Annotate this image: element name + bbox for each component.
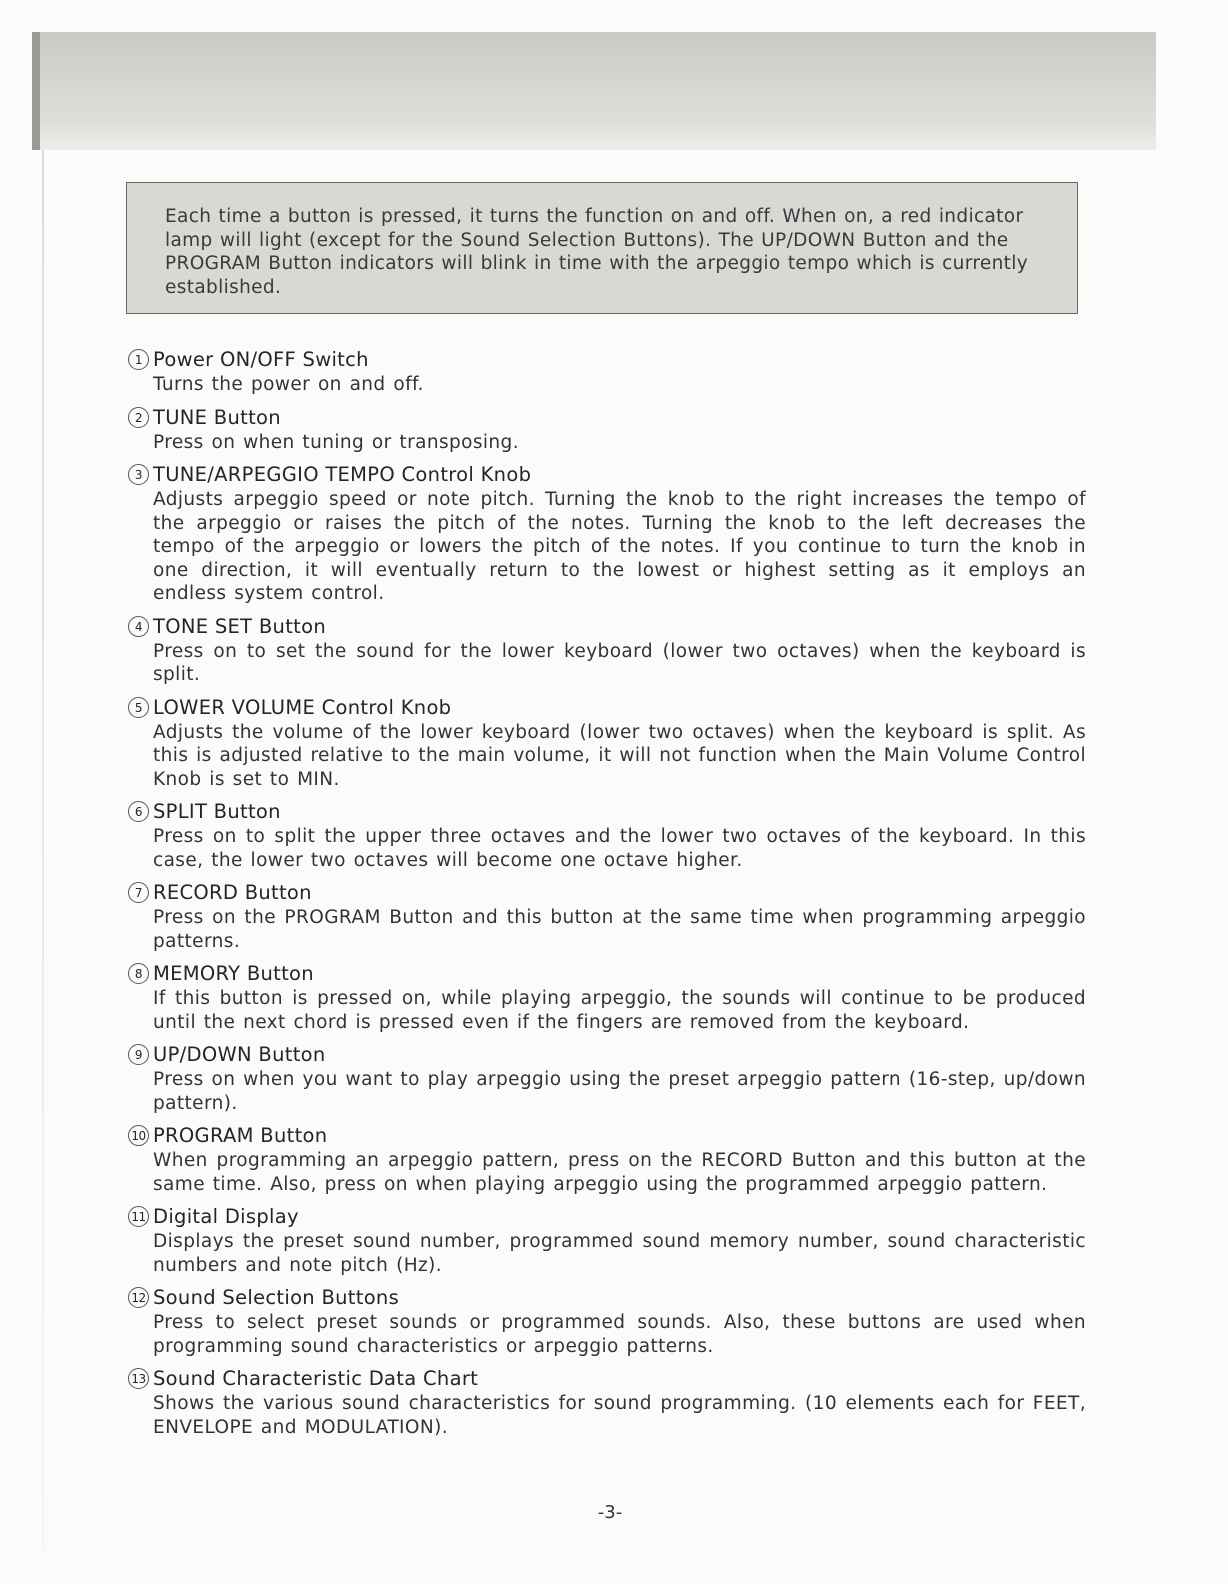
item-title-text: LOWER VOLUME Control Knob — [153, 695, 452, 719]
item-description: Displays the preset sound number, programmed sound memory number, sound characteristic numbers and note pitch (Hz). — [153, 1231, 1086, 1276]
item-description: Press on when tuning or transposing. — [153, 431, 519, 453]
item-title-text: TUNE/ARPEGGIO TEMPO Control Knob — [153, 463, 532, 486]
item-number-badge: 12 — [128, 1287, 149, 1308]
list-item — [128, 1042, 1086, 1115]
item-number-badge: 9 — [128, 1044, 149, 1065]
item-number-badge: 11 — [128, 1206, 149, 1227]
list-item — [128, 695, 1086, 792]
item-title — [128, 1123, 1086, 1149]
notice-text: Each time a button is pressed, it turns the function on and off. When on, a red indicator lamp will light (except for the Sound Selection Buttons). The UP/DOWN Button and the PROGRAM Button indicators will blink in time with the arpeggio tempo which is currently established. — [165, 206, 1029, 298]
item-description: Adjusts arpeggio speed or note pitch. Turning the knob to the right increases the tempo of the arpeggio or raises the pitch of the notes. Turning the knob to the left decreases the tempo of the arpeggio or lowers the pitch of the notes. If you continue to turn the knob in one direction, it will eventually return to the lowest or highest setting as it employs an endless system control. — [153, 489, 1086, 604]
list-item — [128, 347, 1086, 397]
item-number-badge: 10 — [128, 1125, 149, 1146]
item-description: Shows the various sound characteristics for sound programming. (10 elements each for FEET, ENVELOPE and MODULATION). — [153, 1393, 1086, 1438]
item-description: If this button is pressed on, while playing arpeggio, the sounds will continue to be produced until the next chord is pressed even if the fingers are removed from the keyboard. — [153, 988, 1086, 1033]
item-title — [128, 1285, 1086, 1311]
item-title — [128, 405, 1086, 431]
item-number-badge: 1 — [128, 349, 149, 370]
list-item — [128, 1285, 1086, 1358]
item-number-badge: 8 — [128, 963, 149, 984]
item-title-text: SPLIT Button — [153, 800, 281, 823]
page-number: -3- — [597, 1502, 623, 1523]
item-title-text: Sound Selection Buttons — [153, 1286, 400, 1309]
item-title — [128, 799, 1086, 825]
item-title — [128, 880, 1086, 906]
item-description: When programming an arpeggio pattern, press on the RECORD Button and this button at the same time. Also, press on when playing arpeggio using the programmed arpeggio pattern. — [153, 1150, 1086, 1195]
list-item — [128, 961, 1086, 1034]
list-item — [128, 799, 1086, 872]
list-item — [128, 1366, 1086, 1439]
page-edge-shadow — [42, 150, 44, 1550]
item-title — [128, 1366, 1086, 1392]
item-title-text: Sound Characteristic Data Chart — [153, 1367, 479, 1390]
item-title — [128, 695, 1086, 721]
list-item — [128, 880, 1086, 953]
item-description: Press on the PROGRAM Button and this button at the same time when programming arpeggio patterns. — [153, 907, 1086, 952]
item-title-text: TONE SET Button — [153, 614, 326, 638]
item-description: Press on to split the upper three octaves and the lower two octaves of the keyboard. In this case, the lower two octaves will become one octave higher. — [153, 826, 1086, 871]
item-title — [128, 961, 1086, 987]
item-title — [128, 1204, 1086, 1230]
list-item — [128, 1123, 1086, 1196]
item-title — [128, 462, 1086, 488]
header-band — [32, 32, 1156, 150]
item-number-badge: 4 — [128, 616, 149, 637]
item-title-text: UP/DOWN Button — [153, 1043, 326, 1066]
item-title-text: PROGRAM Button — [153, 1124, 328, 1147]
item-title-text: Digital Display — [153, 1205, 299, 1228]
list-item — [128, 405, 1086, 455]
item-title — [128, 347, 1086, 373]
item-description: Press to select preset sounds or programmed sounds. Also, these buttons are used when programming sound characteristics or arpeggio patterns. — [153, 1312, 1086, 1357]
item-title-text: TUNE Button — [153, 405, 281, 429]
notice-box — [126, 182, 1078, 314]
item-number-badge: 7 — [128, 882, 149, 903]
item-title-text: RECORD Button — [153, 881, 312, 904]
item-title — [128, 1042, 1086, 1068]
item-list — [128, 347, 1086, 1447]
item-number-badge: 5 — [128, 697, 149, 718]
list-item — [128, 614, 1086, 687]
list-item — [128, 1204, 1086, 1277]
item-description: Press on to set the sound for the lower keyboard (lower two octaves) when the keyboard is split. — [153, 640, 1086, 685]
item-description: Press on when you want to play arpeggio using the preset arpeggio pattern (16-step, up/down pattern). — [153, 1069, 1086, 1114]
list-item — [128, 462, 1086, 606]
item-title — [128, 614, 1086, 640]
item-number-badge: 13 — [128, 1368, 149, 1389]
item-description: Adjusts the volume of the lower keyboard (lower two octaves) when the keyboard is split. As this is adjusted relative to the main volume, it will not function when the Main Volume Control Knob is set to MIN. — [153, 721, 1086, 790]
item-title-text: Power ON/OFF Switch — [153, 348, 369, 371]
item-number-badge: 3 — [128, 464, 149, 485]
item-number-badge: 2 — [128, 407, 149, 428]
item-number-badge: 6 — [128, 801, 149, 822]
item-description: Turns the power on and off. — [153, 374, 424, 395]
item-title-text: MEMORY Button — [153, 962, 314, 985]
